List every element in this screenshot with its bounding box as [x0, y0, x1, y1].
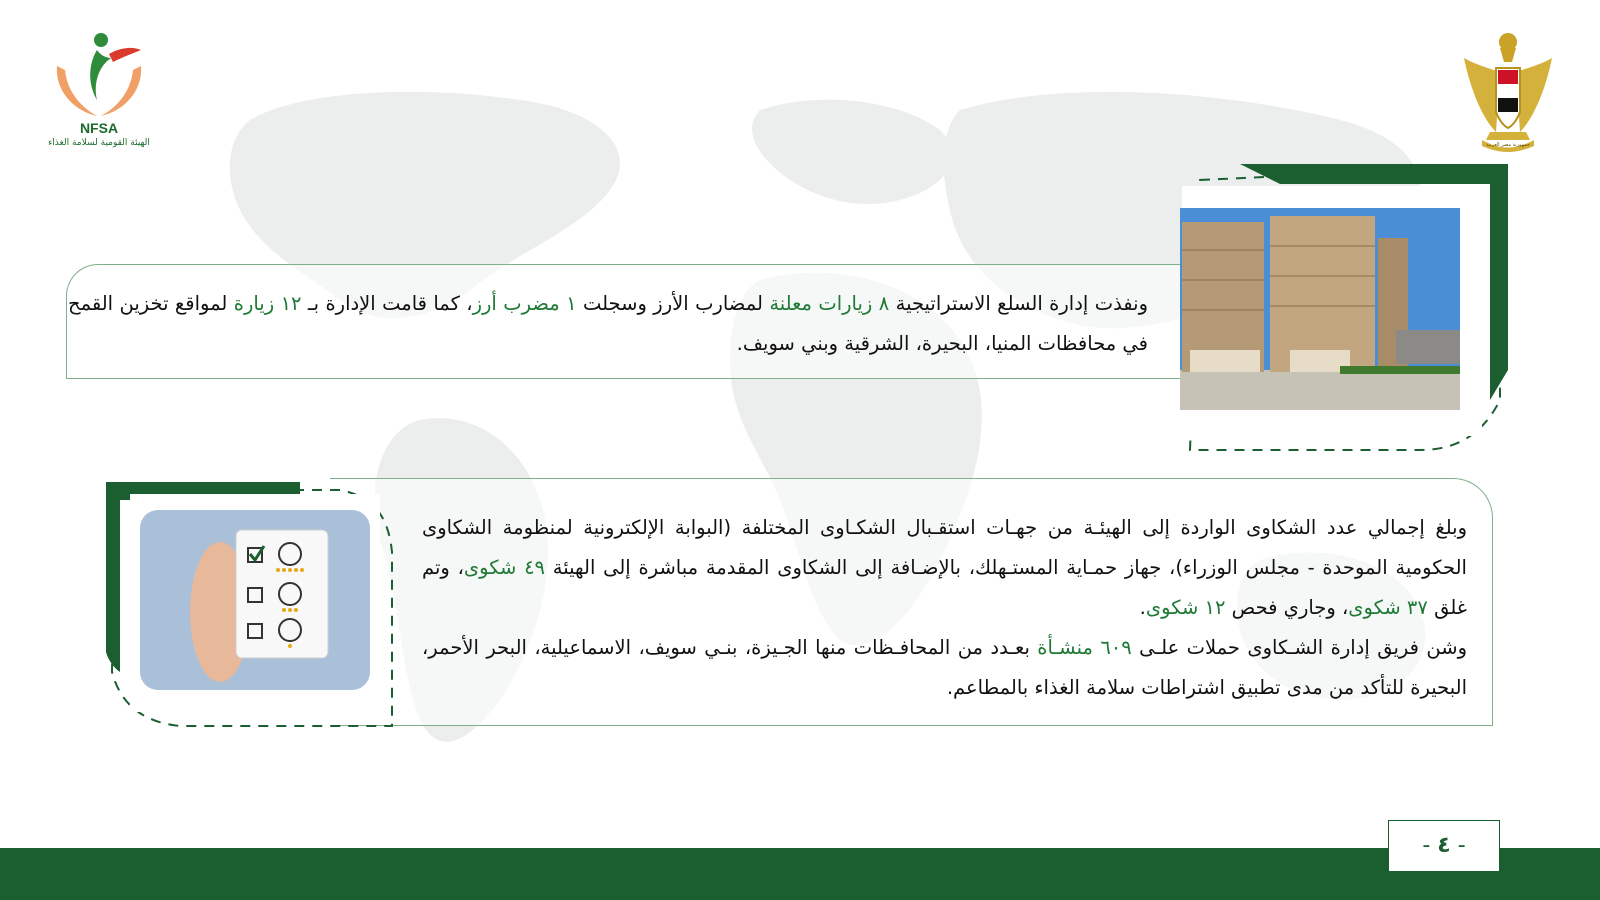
text-run: وبلغ إجمالي عدد الشكاوى الواردة إلى الهيئـة من جهـات استقـبال الشكـاوى المختلفة (البوابة الإلكترونية لمنظومة الشكاوى الحكومية الموحدة - مجلس الوزراء)، جهاز حمـاية المستـهلك، بالإضـافة إلى الشكاوى المقدمة مباشرة إلى الهيئة: [422, 516, 1467, 579]
highlighted-figure: ٨ زيارات معلنة: [769, 292, 890, 315]
silo-image-frame: [1160, 160, 1540, 460]
page-number: ٤: [1437, 833, 1451, 858]
text-run: لمضارب الأرز وسجلت: [576, 292, 770, 315]
nfsa-abbreviation: NFSA: [79, 120, 119, 136]
nfsa-full-name: الهيئة القومية لسلامة الغذاء: [48, 138, 150, 148]
text-run: ، وتم غلق: [422, 556, 1467, 619]
page-number-box: [1388, 820, 1500, 872]
text-run: ونفذت إدارة السلع الاستراتيجية: [889, 292, 1149, 315]
text-run: ، كما قامت الإدارة بـ: [301, 292, 473, 315]
section1-text: [68, 284, 1148, 364]
silo-photo: [1180, 208, 1460, 410]
section2-text: [422, 508, 1467, 708]
highlighted-figure: ١ مضرب أرز: [472, 292, 577, 315]
highlighted-figure: ١٢ شكوى: [1145, 596, 1226, 619]
eagle-caption: جمهورية مصر العربية: [1486, 142, 1530, 148]
highlighted-figure: ١٢ زيارة: [233, 292, 302, 315]
page-dash-right: -: [1450, 833, 1466, 858]
text-run: وشن فريق إدارة الشـكاوى حملات علـى: [1131, 636, 1467, 659]
text-run: ، وجاري فحص: [1225, 596, 1349, 619]
highlighted-figure: ٦٠٩ منشـأة: [1037, 636, 1132, 659]
highlighted-figure: ٤٩ شكوى: [463, 556, 546, 579]
nfsa-hands-icon: [49, 28, 149, 124]
highlighted-figure: ٣٧ شكوى: [1348, 596, 1428, 619]
egypt-eagle-emblem-icon: [1460, 28, 1556, 152]
page-dash-left: -: [1422, 833, 1438, 858]
feedback-image-frame: [100, 472, 400, 734]
feedback-photo: [140, 510, 370, 690]
text-run: لمواقع تخزين القمح في محافظات المنيا، البحيرة، الشرقية وبني سويف.: [68, 292, 1148, 355]
text-run: .: [1139, 596, 1146, 619]
text-run: بعـدد من المحافـظات منها الجـيزة، بنـي سويف، الاسماعيلية، البحر الأحمر، البحيرة للتأكد من مدى تطبيق اشتراطات سلامة الغذاء بالمطاعم.: [422, 636, 1467, 699]
footer-bar: [0, 848, 1600, 900]
nfsa-logo: [44, 28, 154, 158]
